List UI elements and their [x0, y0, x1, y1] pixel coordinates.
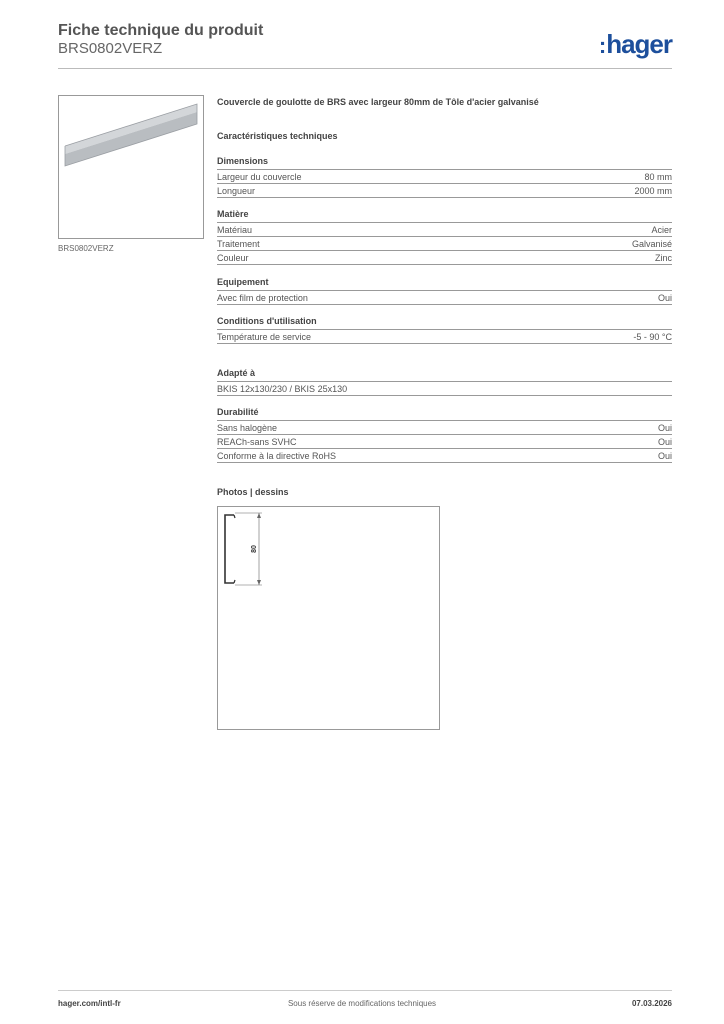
footer-website-link[interactable]: hager.com/intl-fr: [58, 999, 121, 1008]
product-image: [58, 95, 204, 239]
spec-row: [217, 435, 672, 449]
spec-value: Oui: [657, 423, 672, 433]
section-equipment: [217, 277, 672, 305]
spec-value: -5 - 90 °C: [633, 332, 672, 342]
section-title: Matière: [217, 209, 249, 219]
spec-row: [217, 184, 672, 198]
photos-heading: Photos | dessins: [217, 487, 289, 497]
spec-label: Longueur: [217, 186, 256, 196]
spec-label: Largeur du couvercle: [217, 172, 302, 182]
section-title: Conditions d'utilisation: [217, 316, 317, 326]
spec-label: Avec film de protection: [217, 293, 308, 303]
spec-value: 2000 mm: [634, 186, 672, 196]
section-title: Equipement: [217, 277, 269, 287]
section-compatible: [217, 368, 672, 396]
spec-row: [217, 449, 672, 463]
page-title: Fiche technique du produit: [58, 22, 264, 39]
spec-row: [217, 223, 672, 237]
specs-heading: Caractéristiques techniques: [217, 131, 338, 141]
spec-value: Oui: [657, 293, 672, 303]
spec-label: Sans halogène: [217, 423, 278, 433]
spec-value: 80 mm: [644, 172, 672, 182]
cover-illustration: [59, 96, 203, 238]
spec-value: Galvanisé: [631, 239, 672, 249]
product-code: BRS0802VERZ: [58, 40, 163, 57]
spec-label: Matériau: [217, 225, 253, 235]
technical-drawing: [217, 506, 440, 730]
spec-label: BKIS 12x130/230 / BKIS 25x130: [217, 384, 348, 394]
footer-divider: [58, 990, 672, 991]
spec-label: Température de service: [217, 332, 312, 342]
image-caption: BRS0802VERZ: [58, 244, 114, 253]
spec-row: [217, 291, 672, 305]
footer-date: 07.03.2026: [631, 999, 672, 1008]
footer-disclaimer: Sous réserve de modifications techniques: [287, 999, 437, 1008]
spec-label: Conforme à la directive RoHS: [217, 451, 337, 461]
cross-section-drawing: [218, 507, 439, 729]
section-dimensions: [217, 156, 672, 198]
spec-value: Oui: [657, 437, 672, 447]
spec-row: [217, 421, 672, 435]
section-title: Adapté à: [217, 368, 256, 378]
spec-label: REACh-sans SVHC: [217, 437, 297, 447]
section-material: [217, 209, 672, 265]
spec-row: [217, 382, 672, 396]
spec-row: [217, 330, 672, 344]
section-title: Dimensions: [217, 156, 269, 166]
spec-row: [217, 237, 672, 251]
spec-label: Couleur: [217, 253, 249, 263]
section-title: Durabilité: [217, 407, 259, 417]
header-divider: [58, 68, 672, 69]
section-durability: [217, 407, 672, 463]
section-conditions: [217, 316, 672, 344]
product-description: Couvercle de goulotte de BRS avec largeur 80mm de Tôle d'acier galvanisé: [217, 97, 539, 107]
spec-value: Oui: [657, 451, 672, 461]
logo-text: hager: [606, 29, 672, 59]
spec-value: Acier: [651, 225, 672, 235]
spec-label: Traitement: [217, 239, 260, 249]
spec-row: [217, 251, 672, 265]
spec-row: [217, 170, 672, 184]
hager-logo: :hager: [598, 29, 672, 59]
spec-value: Zinc: [654, 253, 672, 263]
dimension-label: 80: [251, 545, 258, 553]
